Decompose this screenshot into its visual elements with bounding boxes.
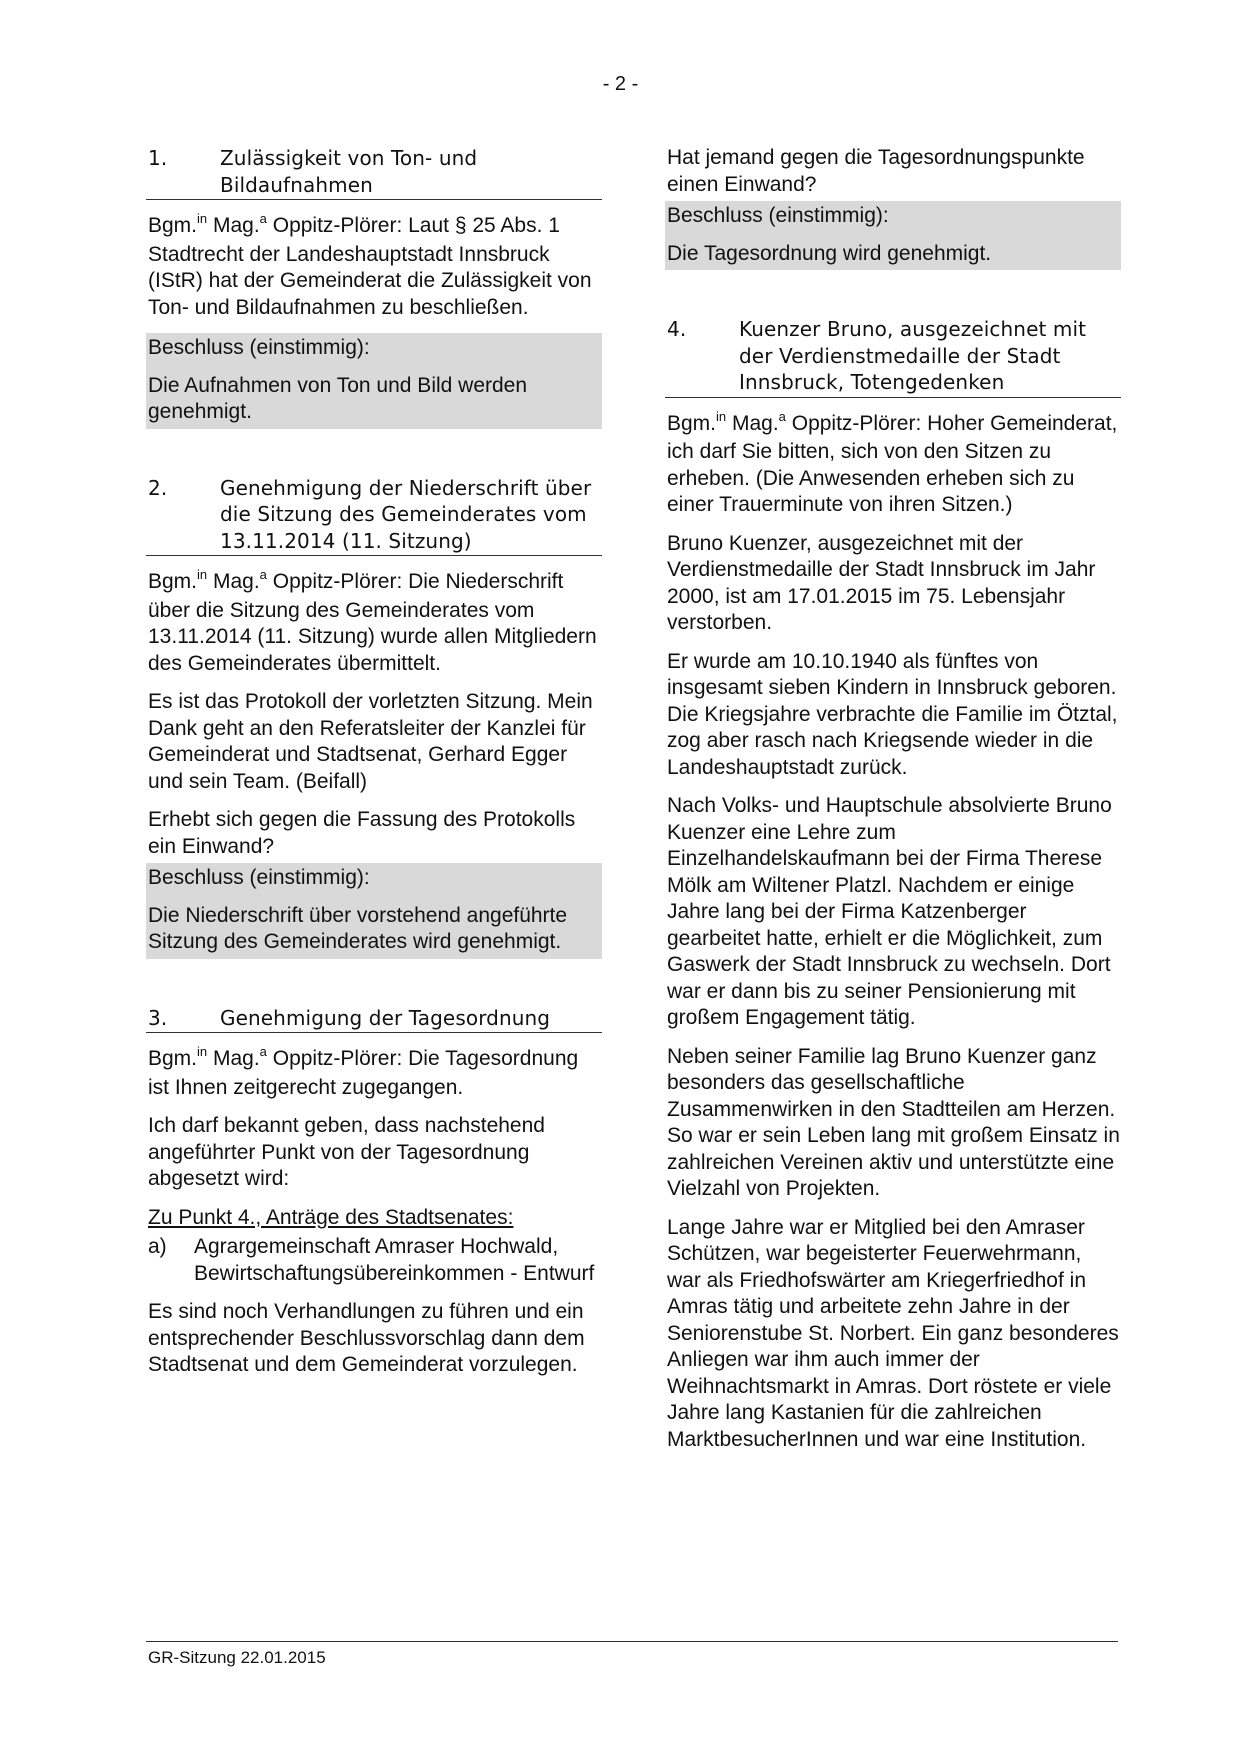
decision-text: Die Aufnahmen von Ton und Bild werden genehmigt. <box>148 373 528 423</box>
speaker-sup: a <box>778 408 786 424</box>
paragraph: Neben seiner Familie lag Bruno Kuenzer ganz besonders das gesellschaftliche Zusammenwirken in den Stadtteilen am Herzen. So war er sein Leben lang mit großem Einsatz in zahlreichen Vereinen aktiv und unterstützte eine Vielzahl von Projekten. <box>667 1044 1120 1200</box>
paragraph: Nach Volks- und Hauptschule absolvierte Bruno Kuenzer eine Lehre zum Einzelhandelskaufmann bei der Firma Therese Mölk am Wiltener Platzl. Nachdem er einige Jahre lang bei der Firma Katzenberger gearbeitet hatte, erhielt er die Möglichkeit, zum Gaswerk der Stadt Innsbruck zu wechseln. Dort war er dann bis zu seiner Pensionierung mit großem Engagement tätig. <box>667 794 1112 1029</box>
section-2-heading <box>146 475 602 557</box>
left-column <box>146 145 602 1391</box>
decision-box <box>146 333 602 429</box>
speaker-name: Oppitz-Plörer: <box>266 214 409 237</box>
decision-text: Die Tagesordnung wird genehmigt. <box>667 241 992 265</box>
speaker-sup: in <box>197 1044 208 1059</box>
speech-text: Laut § 25 Abs. 1 Stadtrecht der Landeshauptstadt Innsbruck (IStR) hat der Gemeinderat die Zulässigkeit von Ton- und Bildaufnahmen zu beschließen. <box>148 214 592 319</box>
section-number: 4. <box>667 317 687 341</box>
speaker-title: Mag. <box>207 1047 260 1070</box>
speaker-sup: a <box>259 1044 267 1059</box>
section-3-heading <box>146 1005 602 1034</box>
decision-label: Beschluss (einstimmig): <box>148 866 370 889</box>
speaker-sup: in <box>197 211 208 226</box>
speaker-prefix: Bgm. <box>148 570 198 593</box>
section-1-heading <box>146 145 602 200</box>
speaker-paragraph <box>667 408 1121 519</box>
decision-box <box>146 863 602 959</box>
agenda-subheading: Zu Punkt 4., Anträge des Stadtsenates: <box>148 1205 514 1229</box>
speaker-sup: a <box>259 567 267 582</box>
paragraph: Hat jemand gegen die Tagesordnungspunkte einen Einwand? <box>667 146 1085 196</box>
right-column <box>665 145 1121 1465</box>
list-marker: a) <box>148 1235 167 1258</box>
speaker-title: Mag. <box>207 214 260 237</box>
speaker-name: Oppitz-Plörer: <box>266 570 409 593</box>
speaker-sup: in <box>197 567 208 582</box>
section-title: Kuenzer Bruno, ausgezeichnet mit der Verdienstmedaille der Stadt Innsbruck, Totengedenken <box>739 317 1087 394</box>
speaker-paragraph <box>148 569 602 677</box>
speaker-sup: in <box>716 408 727 424</box>
speaker-prefix: Bgm. <box>667 411 717 435</box>
decision-label: Beschluss (einstimmig): <box>667 204 889 227</box>
decision-box <box>665 201 1121 270</box>
section-title: Genehmigung der Niederschrift über die Sitzung des Gemeinderates vom 13.11.2014 (11. Sitzung) <box>220 475 592 553</box>
speech-text: Die Niederschrift über die Sitzung des Gemeinderates vom 13.11.2014 (11. Sitzung) wurde allen Mitgliedern des Gemeinderates übermittelt. <box>148 570 597 675</box>
section-number: 2. <box>148 475 168 500</box>
speaker-sup: a <box>259 211 267 226</box>
speaker-title: Mag. <box>726 411 779 435</box>
section-4-heading <box>665 316 1121 398</box>
page-number: - 2 - <box>602 73 639 95</box>
paragraph: Es sind noch Verhandlungen zu führen und ein entsprechender Beschlussvorschlag dann dem Stadtsenat und dem Gemeinderat vorzulegen. <box>148 1300 585 1376</box>
speaker-paragraph <box>148 1046 602 1101</box>
section-number: 1. <box>148 146 168 170</box>
paragraph: Ich darf bekannt geben, dass nachstehend angeführter Punkt von der Tagesordnung abgesetzt wird: <box>148 1114 545 1190</box>
section-title: Zulässigkeit von Ton- und Bildaufnahmen <box>220 146 478 197</box>
footer-divider <box>146 1641 1118 1642</box>
section-number: 3. <box>148 1005 168 1030</box>
decision-label: Beschluss (einstimmig): <box>148 336 370 359</box>
speaker-prefix: Bgm. <box>148 1047 198 1070</box>
list-item <box>148 1234 602 1287</box>
paragraph: Bruno Kuenzer, ausgezeichnet mit der Verdienstmedaille der Stadt Innsbruck im Jahr 2000, ist am 17.01.2015 im 75. Lebensjahr verstorben. <box>667 531 1096 634</box>
paragraph: Lange Jahre war er Mitglied bei den Amraser Schützen, war begeisterter Feuerwehrmann, war als Friedhofswärter am Kriegerfriedhof in Amras tätig und arbeitete zehn Jahre in der Seniorenstube St. Norbert. Ein ganz besonderes Anliegen war ihm auch immer der Weihnachtsmarkt in Amras. Dort röstete er viele Jahre lang Kastanien für die zahlreichen MarktbesucherInnen und war eine Institution. <box>667 1215 1119 1451</box>
speaker-name: Oppitz-Plörer: <box>266 1047 409 1070</box>
speech-text: Hoher Gemeinderat, ich darf Sie bitten, sich von den Sitzen zu erheben. (Die Anwesenden erheben sich zu einer Trauerminute von ihren Sitzen.) <box>667 411 1118 516</box>
paragraph: Es ist das Protokoll der vorletzten Sitzung. Mein Dank geht an den Referatsleiter der Kanzlei für Gemeinderat und Stadtsenat, Gerhard Egger und sein Team. (Beifall) <box>148 690 593 793</box>
paragraph: Erhebt sich gegen die Fassung des Protokolls ein Einwand? <box>148 808 576 858</box>
list-item-text: Agrargemeinschaft Amraser Hochwald, Bewirtschaftungsübereinkommen - Entwurf <box>194 1235 595 1285</box>
speaker-paragraph <box>148 213 602 321</box>
section-title: Genehmigung der Tagesordnung <box>220 1005 551 1030</box>
footer-text: GR-Sitzung 22.01.2015 <box>148 1648 326 1667</box>
decision-text: Die Niederschrift über vorstehend angeführte Sitzung des Gemeinderates wird genehmigt. <box>148 903 568 953</box>
speaker-title: Mag. <box>207 570 260 593</box>
paragraph: Er wurde am 10.10.1940 als fünftes von insgesamt sieben Kindern in Innsbruck geboren. Die Kriegsjahre verbrachte die Familie im Ötztal, zog aber rasch nach Kriegsende wieder in die Landeshauptstadt zurück. <box>667 649 1118 779</box>
speaker-prefix: Bgm. <box>148 214 198 237</box>
speech-text: Die Tagesordnung ist Ihnen zeitgerecht zugegangen. <box>148 1047 579 1099</box>
speaker-name: Oppitz-Plörer: <box>785 411 928 435</box>
